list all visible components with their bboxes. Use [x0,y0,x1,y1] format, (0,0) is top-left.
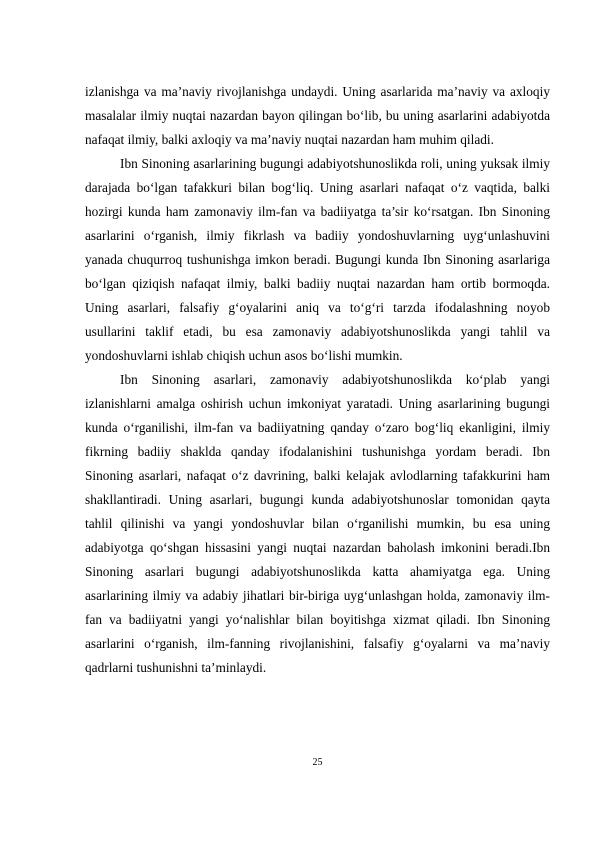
paragraph-ibn-sino-modern-research: Ibn Sinoning asarlari, zamonaviy adabiyotshunoslikda ko‘plab yangi izlanishlarni amalga oshirish uchun imkoniyat yaratadi. Uning asarlarining bugungi kunda o‘rganilishi, ilm-fan va badiiyatning qanday o‘zaro bog‘liq ekanligini, ilmiy fikrning badiiy shaklda qanday ifodalanishini tushunishga yordam beradi. Ibn Sinoning asarlari, nafaqat o‘z davrining, balki kelajak avlodlarning tafakkurini ham shakllantiradi. Uning asarlari, bugungi kunda adabiyotshunoslar tomonidan qayta tahlil qilinishi va yangi yondoshuvlar bilan o‘rganilishi mumkin, bu esa uning adabiyotga qo‘shgan hissasini yangi nuqtai nazardan baholash imkonini beradi.Ibn Sinoning asarlari bugungi adabiyotshunoslikda katta ahamiyatga ega. Uning asarlarining ilmiy va adabiy jihatlari bir-biriga uyg‘unlashgan holda, zamonaviy ilm-fan va badiiyatni yangi yo‘nalishlar bilan boyitishga xizmat qiladi. Ibn Sinoning asarlarini o‘rganish, ilm-fanning rivojlanishini, falsafiy g‘oyalarni va ma’naviy qadrlarni tushunishni ta’minlaydi. [85,372,550,675]
paragraph-ibn-sino-role: Ibn Sinoning asarlarining bugungi adabiyotshunoslikda roli, uning yuksak ilmiy darajada bo‘lgan tafakkuri bilan bog‘liq. Uning asarlari nafaqat o‘z vaqtida, balki hozirgi kunda ham zamonaviy ilm-fan va badiiyatga ta’sir ko‘rsatgan. Ibn Sinoning asarlarini o‘rganish, ilmiy fikrlash va badiiy yondoshuvlarning uyg‘unlashuvini yanada chuqurroq tushunishga imkon beradi. Bugungi kunda Ibn Sinoning asarlariga bo‘lgan qiziqish nafaqat ilmiy, balki badiiy nuqtai nazardan ham ortib bormoqda. Uning asarlari, falsafiy g‘oyalarini aniq va to‘g‘ri tarzda ifodalashning noyob usullarini taklif etadi, bu esa zamonaviy adabiyotshunoslikda yangi tahlil va yondoshuvlarni ishlab chiqish uchun asos bo‘lishi mumkin. [85,156,550,363]
paragraph-continuation: izlanishga va ma’naviy rivojlanishga undaydi. Uning asarlarida ma’naviy va axloqiy masalalar ilmiy nuqtai nazardan bayon qilingan bo‘lib, bu uning asarlarini adabiyotda nafaqat ilmiy, balki axloqiy va ma’naviy nuqtai nazardan ham muhim qiladi. [85,84,550,147]
body-text [85,80,550,680]
page-number: 25 [312,757,323,768]
